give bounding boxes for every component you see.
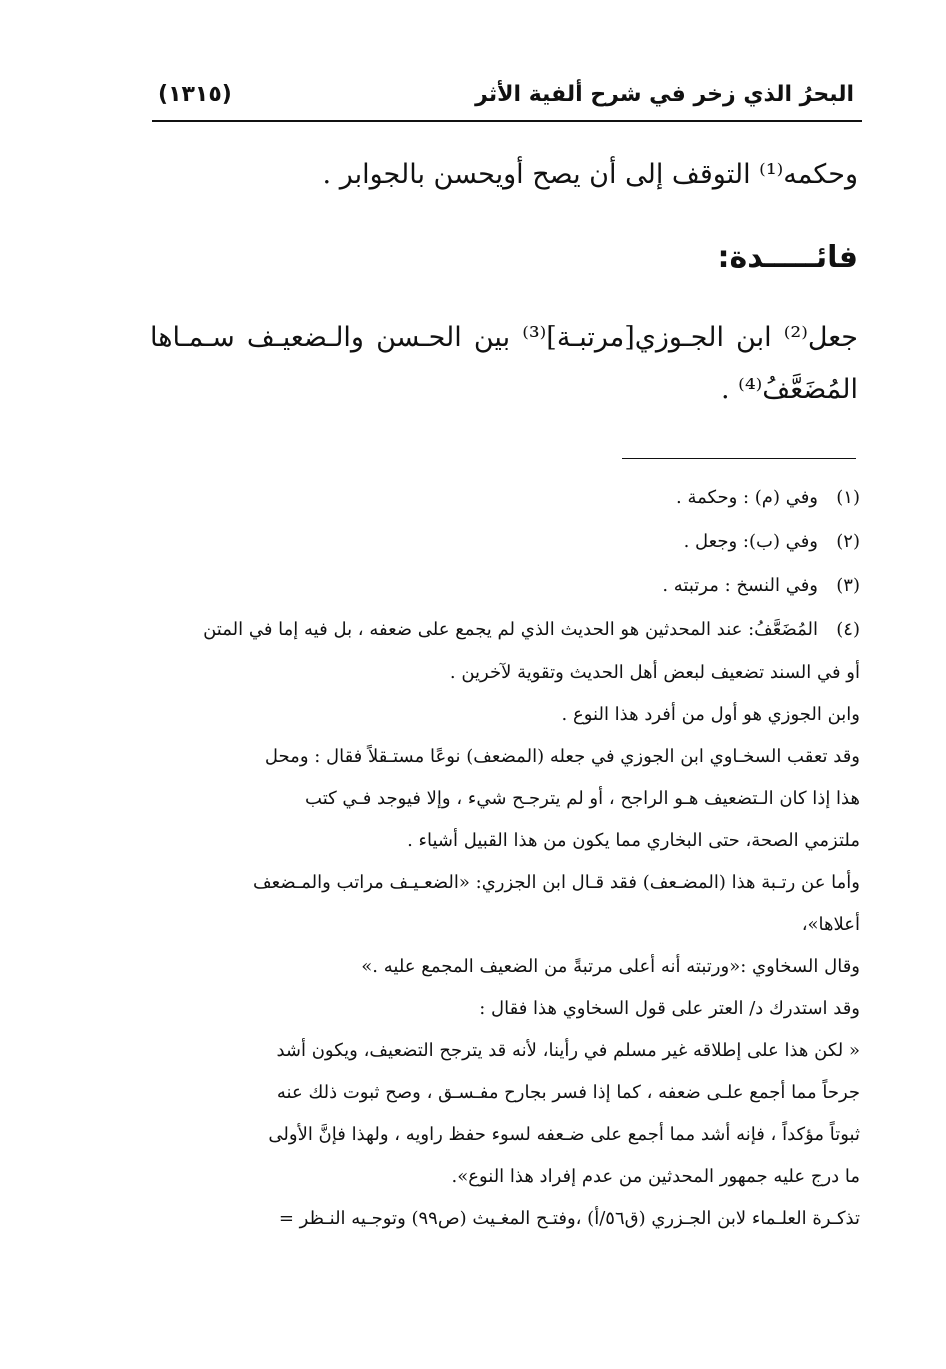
footnote-text: وفي النسخ : مرتبته . [662,575,818,596]
footnote-number: (٣) [836,575,860,596]
footnote-number: (٤) [836,619,860,640]
footnote-4-line: هذا إذا كان الـتضعيف هـو الراجح ، أو لم يترجـح شيء ، وإلا فيوجد فـي كتب [305,788,860,809]
footnote-4-line: وقد استدرك د/ العتر على قول السخاوي هذا فقال : [479,998,860,1019]
footnote-4-line: ملتزمي الصحة، حتى البخاري مما يكون من هذا القبيل أشياء . [407,830,860,851]
footnote-3 [150,564,860,608]
page-number: (١٣١٥) [158,82,232,107]
footnote-text: وفي (م) : وحكمة . [676,487,818,508]
body-paragraph: جعل⁽²⁾ ابن الجـوزي[مرتبـة]⁽³⁾ بين الحـسن والـضعيـف سـمـاها المُضَعَّفُ⁽⁴⁾ . [150,322,858,405]
footnote-4-line: وقال السخاوي :«ورتبته أنه أعلى مرتبةً من الضعيف المجمع عليه .» [361,956,860,977]
footnote-4-line: جرحاً مما أجمع علـى ضعفه ، كما إذا فسر بجارح مفـسـق ، وصح ثبوت ذلك عنه [276,1082,860,1103]
footnote-4-line: ما درج عليه جمهور المحدثين من عدم إفراد هذا النوع». [451,1166,860,1187]
section-heading: فائـــــدة: [717,240,858,275]
footnote-text: المُضَعَّفُ: عند المحدثين هو الحديث الذي لم يجمع على ضعفه ، بل فيه إما في المتن [203,619,818,640]
footnote-4-line: أعلاها»، [801,914,860,935]
footnote-4-line: ثبوتاً مؤكداً ، فإنه أشد مما أجمع على ضـعفه لسوء حفظ راويه ، ولهذا فإنَّ الأولى [268,1124,860,1145]
footnote-4-line: « لكن هذا على إطلاقه غير مسلم في رأينا، لأنه قد يترجح التضعيف، ويكون أشد [276,1040,860,1061]
footnote-4 [150,608,860,652]
footnote-4-line: وأما عن رتـبة هذا (المضـعف) فقد قـال ابن الجزري: «الضعـيـف مراتب والمـضعف [253,872,860,893]
footnotes [150,476,860,1240]
footnote-number: (١) [836,487,860,508]
footnote-4-line: وقد تعقب السخـاوي ابن الجوزي في جعله (المضعف) نوعًا مستـقلاً فقال : ومحل [264,746,860,767]
footnote-2 [150,520,860,564]
footnote-number: (٢) [836,531,860,552]
running-header-title: البحرُ الذي زخر في شرح ألفية الأثر [475,82,854,107]
footnote-text: وفي (ب): وجعل . [683,531,818,552]
footnote-1 [150,476,860,520]
header-divider [152,120,862,122]
footnote-4-line: وابن الجوزي هو أول من أفرد هذا النوع . [561,704,860,725]
footnote-4-line: تذكـرة العلـماء لابن الجـزري (ق٥٦/أ) ،وفتـح المغـيث (ص٩٩) وتوجـيه النـظر = [278,1208,860,1229]
body-line-1: وحكمه⁽¹⁾ التوقف إلى أن يصح أويحسن بالجوابر . [322,159,858,190]
footnote-divider [622,458,856,459]
footnote-4-line: أو في السند تضعيف لبعض أهل الحديث وتقوية لآخرين . [449,662,860,683]
